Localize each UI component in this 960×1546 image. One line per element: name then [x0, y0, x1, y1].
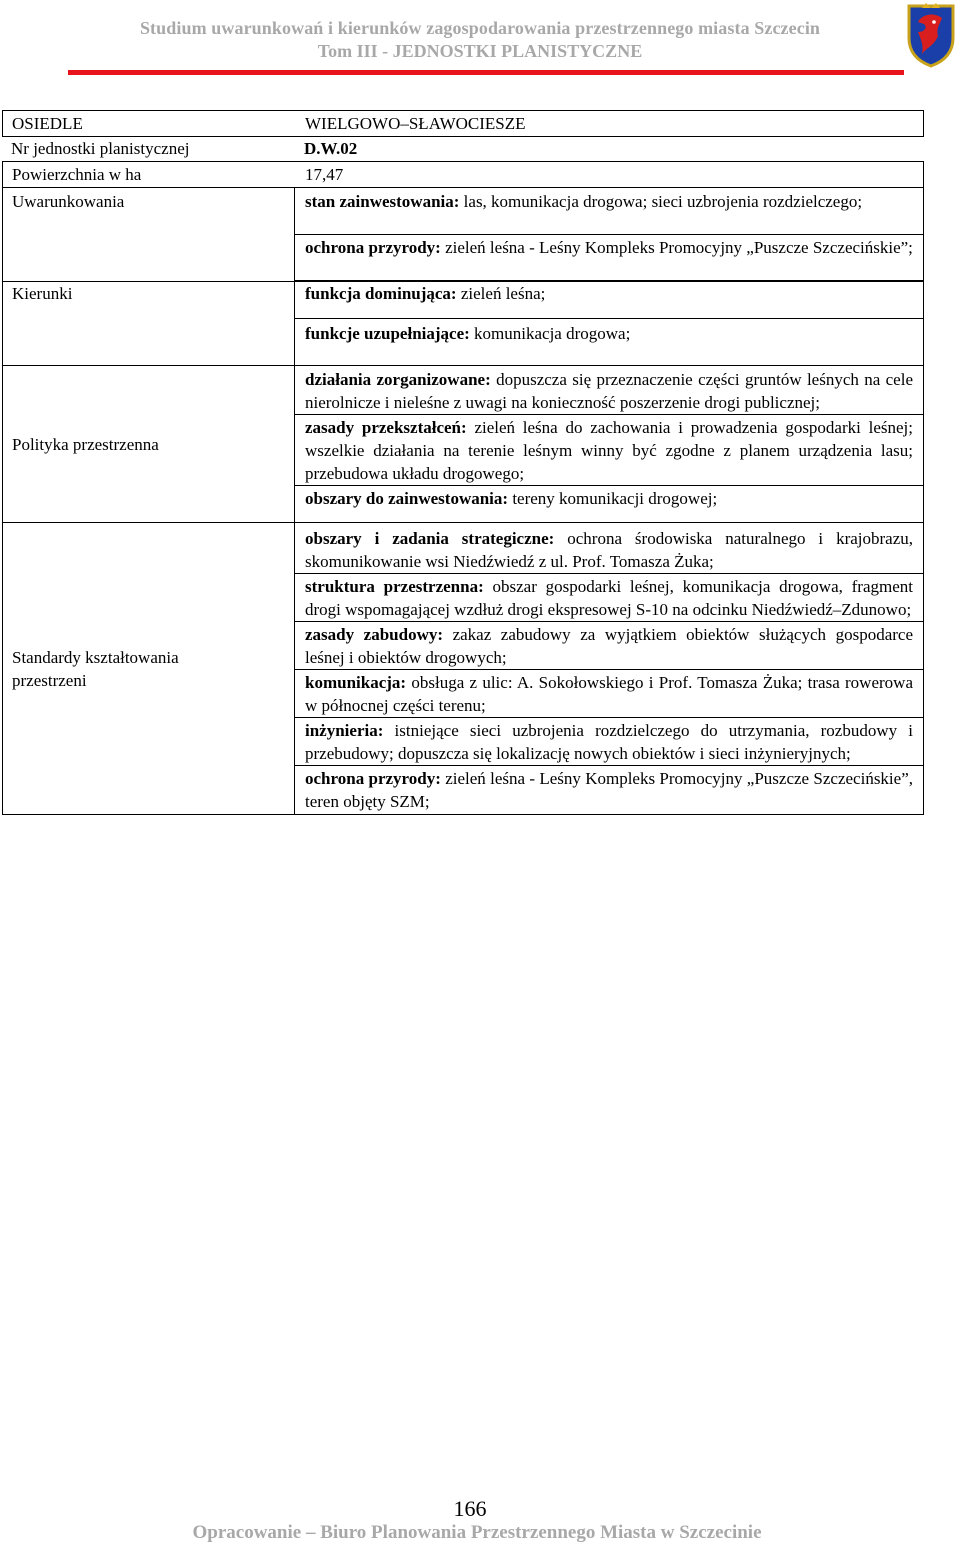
table-row-area	[2, 161, 924, 188]
standard-transport-text: obsługa z ulic: A. Sokołowskiego i Prof. Tomasza Żuka; trasa rowerowa w północnej części terenu;	[305, 673, 913, 715]
uwarunkowania-label: Uwarunkowania	[3, 188, 295, 281]
standard-engineering-heading: inżynieria:	[305, 721, 384, 740]
standard-building-rules	[295, 622, 923, 670]
page-number: 166	[453, 1496, 487, 1521]
standard-spatial-structure-heading: struktura przestrzenna:	[305, 577, 484, 596]
policy-transformation-rules	[295, 415, 923, 486]
standard-strategic-areas-text: ochrona środowiska naturalnego i krajobrazu, skomunikowanie wsi Niedźwiedź z ul. Prof. Tomasza Żuka;	[305, 529, 913, 571]
header-rule	[68, 70, 904, 75]
direction-supplementary-functions	[295, 319, 923, 365]
table-row-standardy	[2, 522, 924, 815]
direction-dominant-function-text: zieleń leśna;	[456, 284, 546, 303]
policy-development-areas-text: tereny komunikacji drogowej;	[508, 489, 718, 508]
standard-strategic-areas-heading: obszary i zadania strategiczne:	[305, 529, 555, 548]
standard-spatial-structure-text: obszar gospodarki leśnej, komunikacja drogowa, fragment drogi wspomagającej wzdłuż drogi ekspresowej S-10 na odcinku Niedźwiedź–Zdunowo;	[305, 577, 914, 619]
standard-strategic-areas	[295, 523, 923, 574]
policy-organized-actions	[295, 366, 923, 415]
standard-spatial-structure	[295, 574, 923, 622]
table-row-polityka	[2, 365, 924, 522]
area-label: Powierzchnia w ha	[12, 165, 142, 184]
direction-dominant-function-heading: funkcja dominująca:	[305, 284, 457, 303]
osiedle-label: OSIEDLE	[12, 114, 83, 133]
footer-credit: Opracowanie – Biuro Planowania Przestrzennego Miasta w Szczecinie	[192, 1522, 762, 1543]
direction-supplementary-functions-text: komunikacja drogowa;	[469, 324, 631, 343]
standard-transport-heading: komunikacja:	[305, 673, 407, 692]
direction-supplementary-functions-heading: funkcje uzupełniające:	[305, 324, 470, 343]
condition-nature-protection-heading: ochrona przyrody:	[305, 238, 441, 257]
standard-transport	[295, 670, 923, 718]
standard-nature-protection-heading: ochrona przyrody:	[305, 769, 441, 788]
document-header-volume: Tom III - JEDNOSTKI PLANISTYCZNE	[317, 41, 643, 61]
policy-organized-actions-text: dopuszcza się przeznaczenie części gruntów leśnych na cele nierolnicze i nieleśne z uwagi na konieczność poszerzenie drogi publicznej;	[305, 370, 913, 412]
polityka-label: Polityka przestrzenna	[3, 366, 295, 522]
szczecin-coat-of-arms-icon	[906, 2, 956, 68]
policy-development-areas	[295, 486, 923, 522]
policy-transformation-rules-text: zieleń leśna do zachowania i prowadzenia gospodarki leśnej; wszelkie działania na terenie leśnym winny być zgodne z planem urządzenia lasu; przebudowa układu drogowego;	[305, 418, 913, 483]
table-row-kierunki	[2, 281, 924, 365]
condition-development-state-heading: stan zainwestowania:	[305, 192, 460, 211]
osiedle-value: WIELGOWO–SŁAWOCIESZE	[305, 114, 526, 133]
condition-nature-protection-text: zieleń leśna - Leśny Kompleks Promocyjny „Puszcze Szczecińskie”;	[440, 238, 913, 257]
table-row-unit-number	[2, 137, 924, 161]
policy-transformation-rules-heading: zasady przekształceń:	[305, 418, 467, 437]
standard-engineering	[295, 718, 923, 766]
standard-engineering-text: istniejące sieci uzbrojenia rozdzielczego do utrzymania, rozbudowy i przebudowy; dopuszcza się lokalizację nowych obiektów i sieci inżynieryjnych;	[305, 721, 913, 763]
condition-nature-protection	[295, 235, 923, 281]
document-header-title: Studium uwarunkowań i kierunków zagospodarowania przestrzennego miasta Szczecin	[139, 18, 821, 38]
standard-building-rules-heading: zasady zabudowy:	[305, 625, 444, 644]
policy-development-areas-heading: obszary do zainwestowania:	[305, 489, 509, 508]
area-value: 17,47	[305, 165, 344, 184]
standardy-label: Standardy kształtowania przestrzeni	[3, 523, 295, 814]
standard-nature-protection-text: zieleń leśna - Leśny Kompleks Promocyjny „Puszcze Szczecińskie”, teren objęty SZM;	[305, 769, 913, 811]
unit-number-label: Nr jednostki planistycznej	[11, 139, 190, 158]
table-row-uwarunkowania	[2, 188, 924, 281]
unit-number-value: D.W.02	[304, 139, 358, 158]
planning-unit-table	[2, 110, 924, 815]
standard-nature-protection	[295, 766, 923, 814]
kierunki-label: Kierunki	[3, 282, 295, 365]
policy-organized-actions-heading: działania zorganizowane:	[305, 370, 491, 389]
standard-building-rules-text: zakaz zabudowy za wyjątkiem obiektów służących gospodarce leśnej i obiektów drogowych;	[305, 625, 913, 667]
table-row-osiedle	[2, 110, 924, 137]
direction-dominant-function	[295, 282, 923, 319]
condition-development-state	[295, 188, 923, 235]
condition-development-state-text: las, komunikacja drogowa; sieci uzbrojenia rozdzielczego;	[459, 192, 863, 211]
